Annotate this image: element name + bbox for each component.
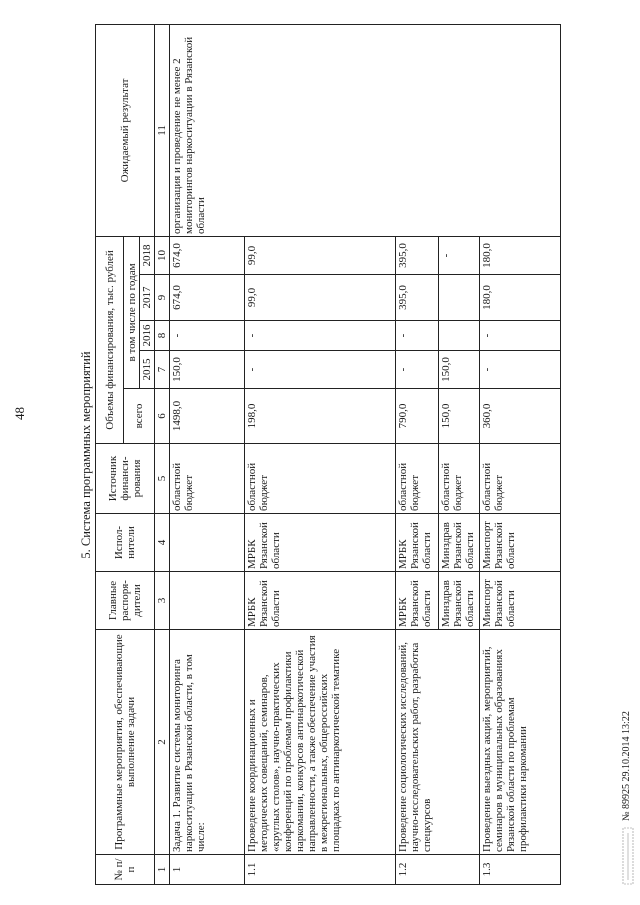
total-cell: 198,0: [244, 389, 395, 444]
year-2015-cell: 150,0: [439, 351, 480, 389]
column-number: 1: [155, 855, 170, 885]
row-number: 1: [170, 855, 245, 885]
year-2016-cell: [439, 321, 480, 351]
year-2018-cell: 674,0: [170, 236, 245, 274]
manager-cell: [170, 572, 245, 630]
section-title: 5. Система программных мероприятий: [79, 351, 93, 559]
header-managers: Главные распоря-дители: [96, 572, 155, 630]
program-measures-table: [95, 24, 561, 885]
column-number: 2: [155, 630, 170, 855]
source-cell: областной бюджет: [395, 444, 439, 514]
year-2017-cell: 674,0: [170, 275, 245, 321]
footer: [615, 25, 639, 885]
expected-result-cell: организация и проведение не менее 2 мониторингов наркоситуации в Рязанской области: [170, 24, 561, 236]
executor-cell: [170, 514, 245, 572]
measure-text: Задача 1. Развитие системы мониторинга наркоситуации в Рязанской области, в том числе:: [170, 630, 245, 855]
table-row: [170, 24, 245, 884]
executor-cell: МРБК Рязанской области: [244, 514, 395, 572]
registration-stamp-icon: [621, 825, 635, 885]
header-year-2018: 2018: [140, 236, 155, 274]
column-number: 5: [155, 444, 170, 514]
year-2016-cell: -: [170, 321, 245, 351]
measure-text: Проведение социологических исследований, научно-исследовательских работ, разработка спецкурсов: [395, 630, 479, 855]
registration-number: № 89925 29.10.2014 13:22: [621, 711, 632, 821]
manager-cell: МРБК Рязанской области: [244, 572, 395, 630]
header-executors: Испол-нители: [96, 514, 155, 572]
year-2016-cell: -: [479, 321, 560, 351]
measure-text: Проведение выездных акций, мероприятий, семинаров в муниципальных образованиях Рязанской области по проблемам профилактики наркомании: [479, 630, 560, 855]
executor-cell: Минспорт Рязанской области: [479, 514, 560, 572]
header-total: всего: [124, 389, 155, 444]
row-number: 1.2: [395, 855, 479, 885]
header-year-2016: 2016: [140, 321, 155, 351]
year-2015-cell: -: [395, 351, 439, 389]
row-number: 1.3: [479, 855, 560, 885]
executor-cell: МРБК Рязанской области: [395, 514, 439, 572]
column-number: 10: [155, 236, 170, 274]
column-number-row: [155, 24, 170, 884]
rotated-page-content: [79, 25, 639, 885]
page-number: 48: [12, 407, 27, 420]
year-2018-cell: -: [439, 236, 480, 274]
year-2016-cell: -: [244, 321, 395, 351]
year-2017-cell: [439, 275, 480, 321]
executor-cell: Минздрав Рязанской области: [439, 514, 480, 572]
header-by-years: в том числе по годам: [124, 236, 140, 388]
column-number: 3: [155, 572, 170, 630]
year-2015-cell: -: [244, 351, 395, 389]
year-2017-cell: 99,0: [244, 275, 395, 321]
column-number: 11: [155, 24, 170, 236]
source-cell: областной бюджет: [170, 444, 245, 514]
header-measure: Программные мероприятия, обеспечивающие выполнение задачи: [96, 630, 155, 855]
column-number: 7: [155, 351, 170, 389]
year-2015-cell: -: [479, 351, 560, 389]
source-cell: областной бюджет: [439, 444, 480, 514]
header-volume: Объемы финансирования, тыс. рублей: [96, 236, 124, 443]
manager-cell: Минспорт Рязанской области: [479, 572, 560, 630]
year-2018-cell: 180,0: [479, 236, 560, 274]
column-number: 8: [155, 321, 170, 351]
year-2018-cell: 395,0: [395, 236, 439, 274]
header-result: Ожидаемый результат: [96, 24, 155, 236]
year-2015-cell: 150,0: [170, 351, 245, 389]
year-2017-cell: 180,0: [479, 275, 560, 321]
header-year-2017: 2017: [140, 275, 155, 321]
source-cell: областной бюджет: [479, 444, 560, 514]
total-cell: 150,0: [439, 389, 480, 444]
total-cell: 360,0: [479, 389, 560, 444]
column-number: 4: [155, 514, 170, 572]
manager-cell: МРБК Рязанской области: [395, 572, 439, 630]
header-num: № п/п: [96, 855, 155, 885]
source-cell: областной бюджет: [244, 444, 395, 514]
year-2018-cell: 99,0: [244, 236, 395, 274]
manager-cell: Минздрав Рязанской области: [439, 572, 480, 630]
column-number: 9: [155, 275, 170, 321]
measure-text: Проведение координационных и методических совещаний, семинаров, «круглых столов», научно-практических конференций по проблемам профилактики наркомании, конкурсов антинаркотической направленности, а также обеспечение участия в межрегиональных, общероссийских площадках по антинаркотической тематике: [244, 630, 395, 855]
year-2016-cell: -: [395, 321, 439, 351]
row-number: 1.1: [244, 855, 395, 885]
header-source: Источник финанси-рования: [96, 444, 155, 514]
year-2017-cell: 395,0: [395, 275, 439, 321]
total-cell: 1498,0: [170, 389, 245, 444]
total-cell: 790,0: [395, 389, 439, 444]
column-number: 6: [155, 389, 170, 444]
header-year-2015: 2015: [140, 351, 155, 389]
